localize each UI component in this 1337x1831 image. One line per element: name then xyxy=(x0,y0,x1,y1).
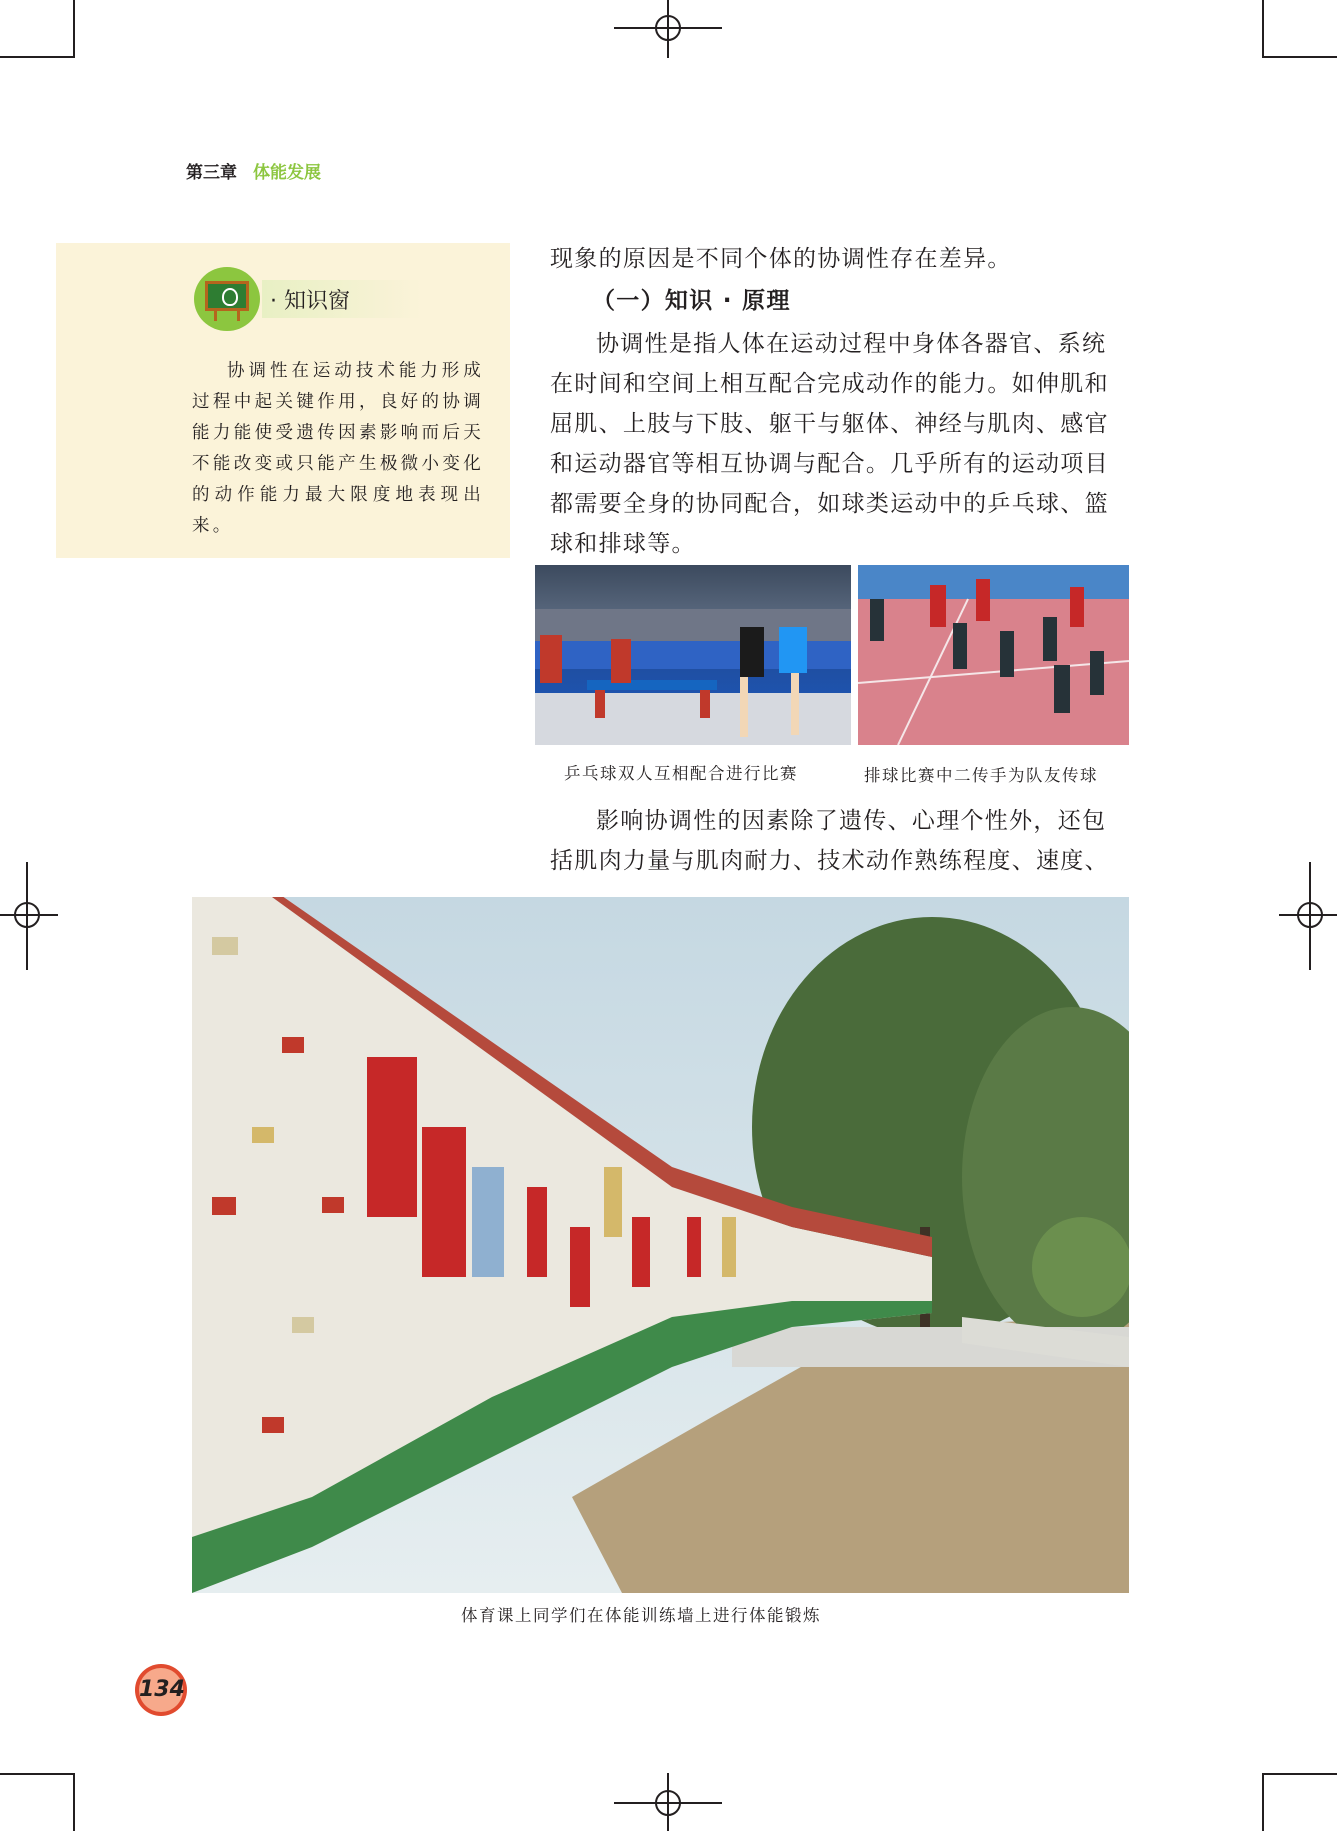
knowledge-window-text: 协调性在运动技术能力形成过程中起关键作用，良好的协调能力能使受遗传因素影响而后天不能改变或只能产生极微小变化的动作能力最大限度地表现出来。 xyxy=(192,361,484,536)
crop-mark xyxy=(1262,1773,1264,1831)
crop-mark xyxy=(73,1773,75,1831)
volleyball-photo xyxy=(858,565,1129,745)
registration-mark xyxy=(655,15,681,41)
crop-mark xyxy=(0,1773,75,1775)
body-line: 现象的原因是不同个体的协调性存在差异。 xyxy=(550,246,1012,272)
body-line: 影响协调性的因素除了遗传、心理个性外，还包 xyxy=(596,808,1107,834)
table-tennis-photo xyxy=(535,565,851,745)
page-number: 134 xyxy=(139,1677,185,1702)
crop-mark xyxy=(0,56,75,58)
climbing-wall-photo xyxy=(192,897,1129,1593)
climbing-wall-caption: 体育课上同学们在体能训练墙上进行体能锻炼 xyxy=(461,1606,821,1625)
chalkboard-lightbulb-icon xyxy=(194,267,260,331)
crop-mark xyxy=(1262,56,1337,58)
body-line: 在时间和空间上相互配合完成动作的能力。如伸肌和 xyxy=(550,371,1109,397)
section-heading: （一）知识 · 原理 xyxy=(592,288,791,314)
body-line: 屈肌、上肢与下肢、躯干与躯体、神经与肌肉、感官 xyxy=(550,411,1109,437)
crop-mark xyxy=(1262,0,1264,58)
body-line: 和运动器官等相互协调与配合。几乎所有的运动项目 xyxy=(550,451,1109,477)
body-line: 都需要全身的协同配合，如球类运动中的乒乓球、篮 xyxy=(550,491,1109,517)
running-header xyxy=(186,158,321,183)
registration-mark xyxy=(1297,902,1323,928)
crop-mark xyxy=(1262,1773,1337,1775)
crop-mark xyxy=(73,0,75,58)
registration-mark xyxy=(655,1790,681,1816)
body-line: 协调性是指人体在运动过程中身体各器官、系统 xyxy=(596,331,1107,357)
volleyball-caption: 排球比赛中二传手为队友传球 xyxy=(864,766,1098,785)
knowledge-window-title: · 知识窗 xyxy=(270,289,350,314)
table-tennis-caption: 乒乓球双人互相配合进行比赛 xyxy=(564,764,798,783)
page-number-badge xyxy=(139,1668,183,1712)
chapter-label: 第三章 xyxy=(186,163,237,183)
section-label: 体能发展 xyxy=(253,163,321,183)
registration-mark xyxy=(14,902,40,928)
body-line: 球和排球等。 xyxy=(550,531,696,557)
body-line: 括肌肉力量与肌肉耐力、技术动作熟练程度、速度、 xyxy=(550,848,1109,874)
